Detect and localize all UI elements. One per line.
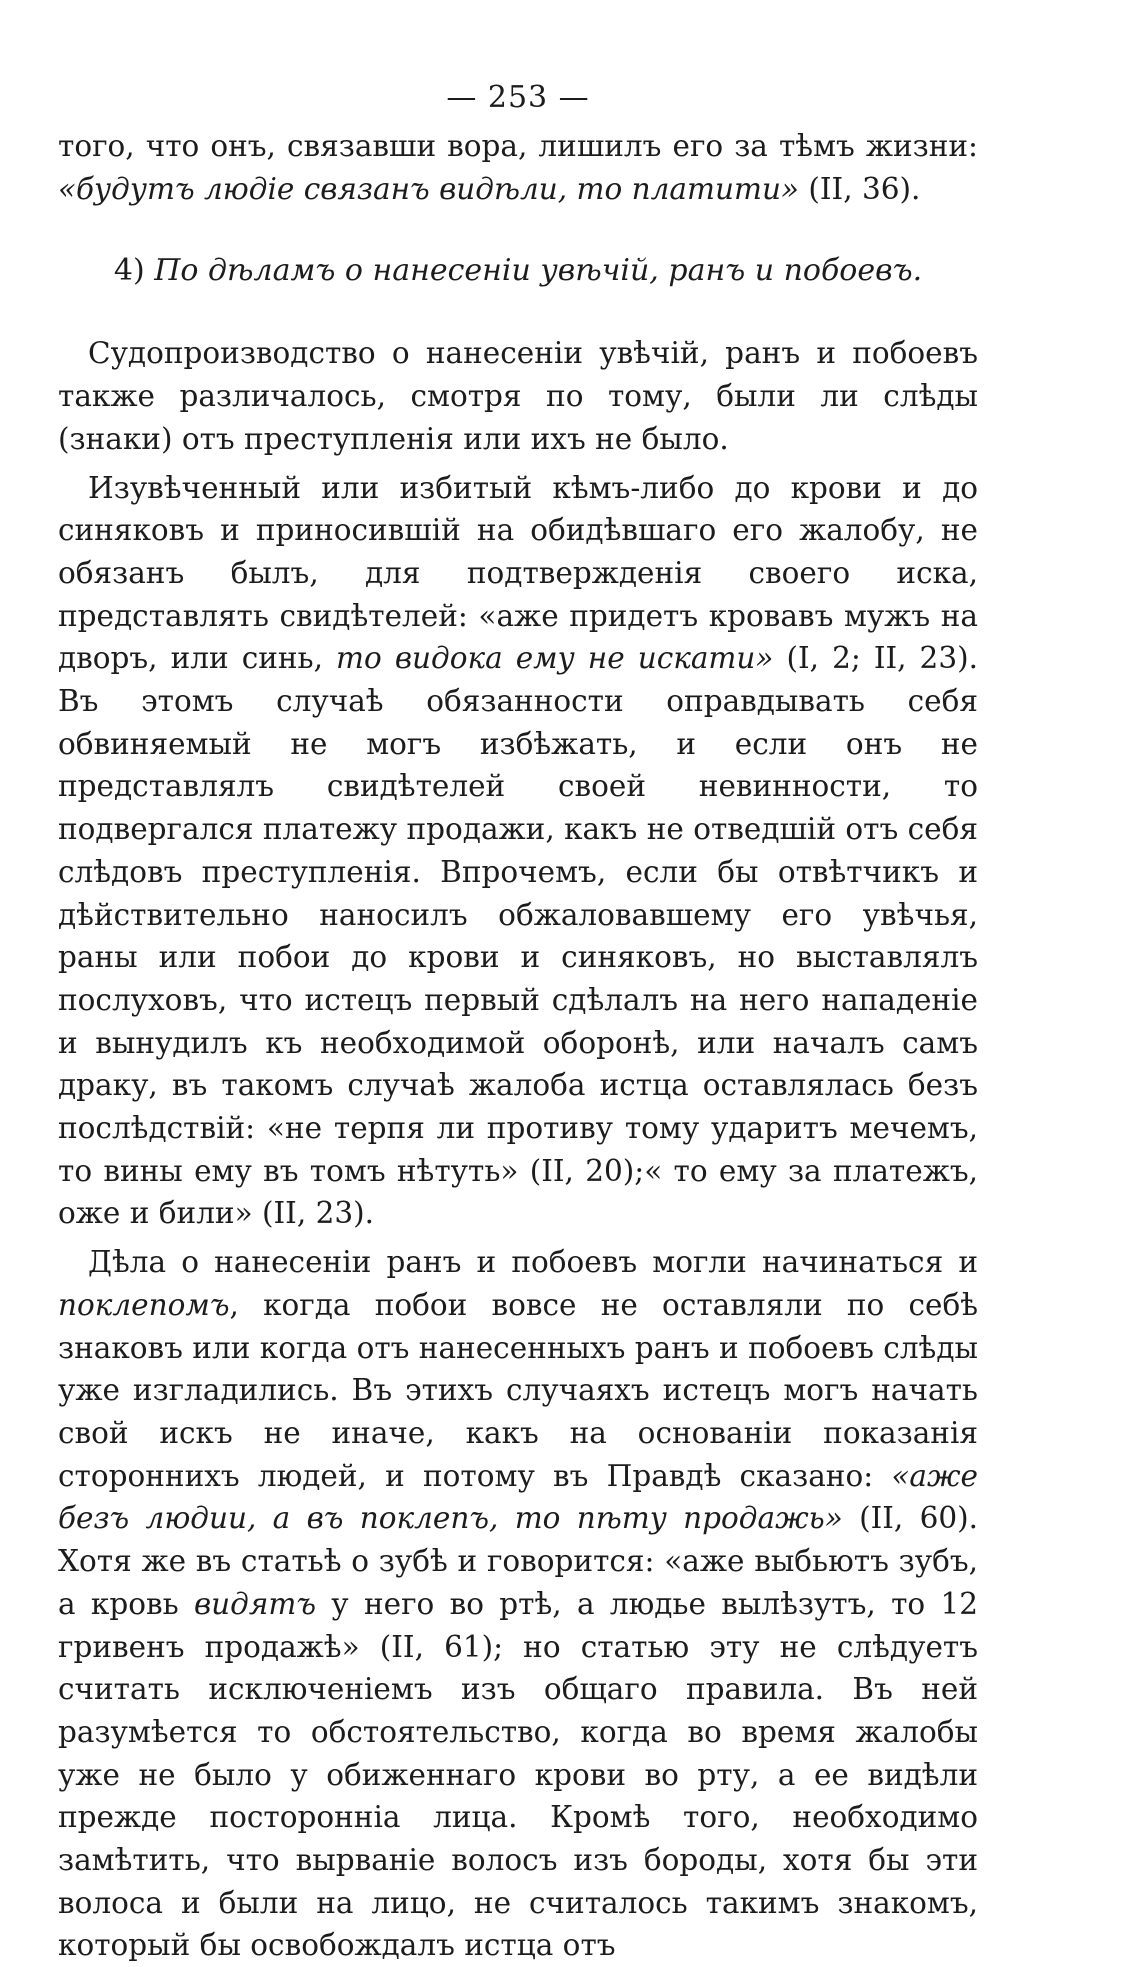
text-segment: того, что онъ, связавши вора, лишилъ его за тѣмъ жизни:: [58, 129, 978, 163]
italic-quote-segment: видятъ: [193, 1586, 316, 1621]
section-heading-text: По дѣламъ о нанесеніи увѣчій, ранъ и побоевъ.: [144, 253, 923, 289]
text-segment: Изувѣченный или избитый кѣмъ-либо до крови и до синяковъ и приносившій на обидѣвшаго его жалобу, не обязанъ былъ, для подтвержденія своего иска, представлять свидѣтелей: «аже придетъ кровавъ мужъ на дворъ, или синь,: [58, 470, 978, 676]
text-segment: , когда побои вовсе не оставляли по себѣ знаковъ или когда отъ нанесенныхъ ранъ и побоевъ слѣды уже изгладились. Въ этихъ случаяхъ истецъ могъ начать свой искъ не иначе, какъ на основаніи показанія стороннихъ людей, и потому въ Правдѣ сказано:: [58, 1287, 978, 1493]
book-page: [58, 80, 978, 1967]
text-segment: Судопроизводство о нанесеніи увѣчій, ранъ и побоевъ также различалось, смотря по тому, были ли слѣды (знаки) отъ преступленія или ихъ не было.: [58, 336, 978, 456]
italic-quote-segment: поклепомъ: [58, 1287, 230, 1322]
text-segment: (I, 2; II, 23). Въ этомъ случаѣ обязанности оправдывать себя обвиняемый не могъ избѣжать, и если онъ не представлялъ свидѣтелей своей невинности, то подвергался платежу продажи, какъ не отведшій отъ себя слѣдовъ преступленія. Впрочемъ, если бы отвѣтчикъ и дѣйствительно наносилъ обжаловавшему его увѣчья, раны или побои до крови и синяковъ, но выставлялъ послуховъ, что истецъ первый сдѣлалъ на него нападеніе и вынудилъ къ необходимой оборонѣ, или началъ самъ драку, въ такомъ случаѣ жалоба истца оставлялась безъ послѣдствій: «не терпя ли противу тому ударитъ мечемъ, то вины ему въ томъ нѣтуть» (II, 20);« то ему за платежъ, оже и били» (II, 23).: [58, 641, 978, 1231]
text-segment: Дѣла о нанесеніи ранъ и побоевъ могли начинаться и: [88, 1245, 978, 1280]
italic-quote-segment: «аже безъ людии, а въ поклепъ, то пѣту продажь»: [58, 1458, 978, 1536]
continuation-paragraph: [58, 125, 978, 210]
page-number: — 253 —: [446, 80, 590, 115]
italic-quote-segment: «будутъ людіе связанъ видѣли, то платити»: [58, 171, 799, 206]
text-segment: у него во ртѣ, а людье вылѣзутъ, то 12 гривенъ продажѣ» (II, 61); но статью эту не слѣдуетъ считать исключеніемъ изъ общаго правила. Въ ней разумѣется то обстоятельство, когда во время жалобы уже не было у обиженнаго крови во рту, а ее видѣли прежде посторонніа лица. Кромѣ того, необходимо замѣтить, что вырваніе волосъ изъ бороды, хотя бы эти волоса и были на лицо, не считалось такимъ знакомъ, который бы освобождалъ истца отъ: [58, 1586, 979, 1963]
section-heading-number: 4): [113, 253, 145, 289]
section-heading: [58, 250, 978, 292]
body-paragraph-3: [58, 1241, 978, 1967]
text-segment: (II, 60). Хотя же въ статьѣ о зубѣ и говорится: «аже выбьютъ зубъ, а кровь: [58, 1501, 978, 1621]
body-paragraph-2: [58, 467, 978, 1236]
italic-quote-segment: то видока ему не искати»: [336, 641, 774, 676]
body-paragraph-1: [58, 332, 978, 460]
text-segment: (II, 36).: [799, 171, 921, 206]
